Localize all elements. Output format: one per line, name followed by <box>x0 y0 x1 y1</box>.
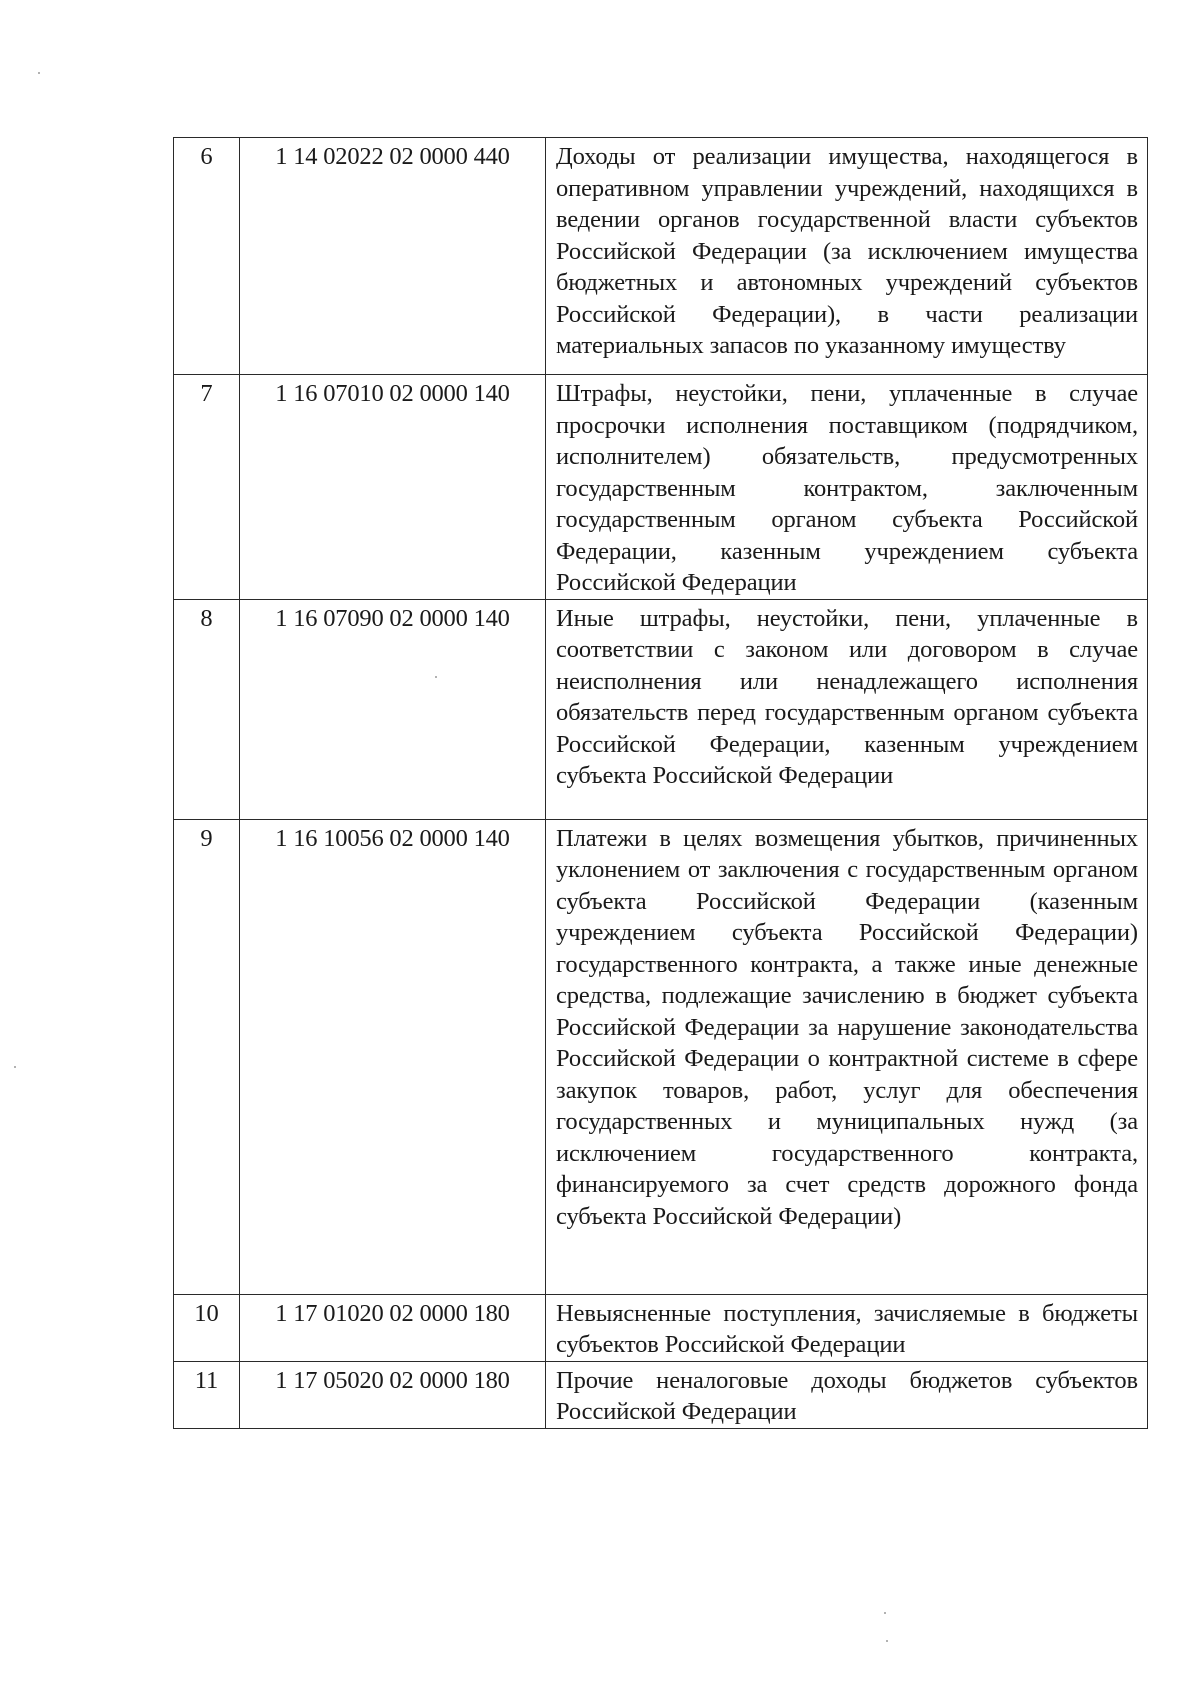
scan-speck <box>884 1612 886 1614</box>
table-row <box>174 375 1148 600</box>
revenue-code: 1 14 02022 02 0000 440 <box>240 138 546 375</box>
revenue-code: 1 16 07010 02 0000 140 <box>240 375 546 600</box>
table-row <box>174 1361 1148 1428</box>
revenue-description: Невыясненные поступления, зачисляемые в бюджеты субъектов Российской Федерации <box>546 1294 1148 1361</box>
row-number: 11 <box>174 1361 240 1428</box>
row-number: 9 <box>174 819 240 1294</box>
revenue-code: 1 17 01020 02 0000 180 <box>240 1294 546 1361</box>
row-number: 8 <box>174 599 240 819</box>
revenue-description: Платежи в целях возмещения убытков, причиненных уклонением от заключения с государственным органом субъекта Российской Федерации (казенным учреждением субъекта Российской Федерации) государственного контракта, а также иные денежные средства, подлежащие зачислению в бюджет субъекта Российской Федерации за нарушение законодательства Российской Федерации о контрактной системе в сфере закупок товаров, работ, услуг для обеспечения государственных и муниципальных нужд (за исключением государственного контракта, финансируемого за счет средств дорожного фонда субъекта Российской Федерации) <box>546 819 1148 1294</box>
revenue-codes-table <box>173 137 1148 1429</box>
scan-speck <box>435 676 437 678</box>
revenue-description: Иные штрафы, неустойки, пени, уплаченные в соответствии с законом или договором в случае неисполнения или ненадлежащего исполнения обязательств перед государственным органом субъекта Российской Федерации, казенным учреждением субъекта Российской Федерации <box>546 599 1148 819</box>
revenue-description: Штрафы, неустойки, пени, уплаченные в случае просрочки исполнения поставщиком (подрядчиком, исполнителем) обязательств, предусмотренных государственным контрактом, заключенным государственным органом субъекта Российской Федерации, казенным учреждением субъекта Российской Федерации <box>546 375 1148 600</box>
scan-speck <box>38 72 40 74</box>
revenue-code: 1 16 07090 02 0000 140 <box>240 599 546 819</box>
table-row <box>174 599 1148 819</box>
table-row <box>174 819 1148 1294</box>
row-number: 6 <box>174 138 240 375</box>
revenue-code: 1 16 10056 02 0000 140 <box>240 819 546 1294</box>
table-row <box>174 1294 1148 1361</box>
scan-speck <box>14 1066 16 1068</box>
row-number: 10 <box>174 1294 240 1361</box>
revenue-code: 1 17 05020 02 0000 180 <box>240 1361 546 1428</box>
revenue-description: Прочие неналоговые доходы бюджетов субъектов Российской Федерации <box>546 1361 1148 1428</box>
row-number: 7 <box>174 375 240 600</box>
scan-speck <box>886 1640 888 1642</box>
revenue-description: Доходы от реализации имущества, находящегося в оперативном управлении учреждений, находящихся в ведении органов государственной власти субъектов Российской Федерации (за исключением имущества бюджетных и автономных учреждений субъектов Российской Федерации), в части реализации материальных запасов по указанному имуществу <box>546 138 1148 375</box>
table-row <box>174 138 1148 375</box>
